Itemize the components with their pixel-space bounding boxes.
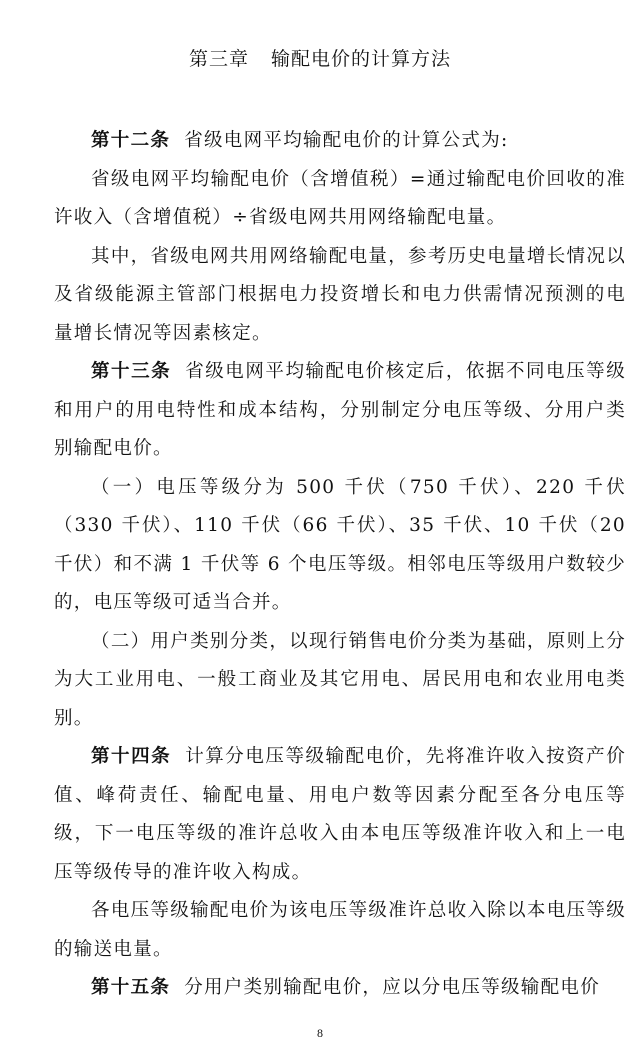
article-label: 第十二条 — [91, 130, 171, 151]
article-label: 第十三条 — [91, 361, 172, 382]
article-12-paragraph — [54, 122, 626, 161]
voltage-levels-paragraph — [54, 469, 626, 623]
article-label: 第十五条 — [91, 977, 171, 998]
paragraph-text: 分用户类别输配电价，应以分电压等级输配电价 — [184, 977, 601, 998]
paragraph-text: （一）电压等级分为 500 千伏（750 千伏）、220 千伏（330 千伏）、110 千伏（66 千伏）、35 千伏、10 千伏（20 千伏）和不满 1 千伏等 6 个电压等级。相邻电压等级用户数较少的，电压等级可适当合并。 — [54, 476, 626, 613]
paragraph-text: 其中，省级电网共用网络输配电量，参考历史电量增长情况以及省级能源主管部门根据电力投资增长和电力供需情况预测的电量增长情况等因素核定。 — [54, 245, 626, 344]
article-15-paragraph — [54, 969, 626, 1008]
paragraph-text: 省级电网平均输配电价核定后，依据不同电压等级和用户的用电特性和成本结构，分别制定分电压等级、分用户类别输配电价。 — [54, 361, 627, 459]
paragraph-text: 各电压等级输配电价为该电压等级准许总收入除以本电压等级的输送电量。 — [54, 900, 626, 960]
paragraph-text: 省级电网平均输配电价（含增值税）=通过输配电价回收的准许收入（含增值税）÷省级电网共用网络输配电量。 — [54, 168, 626, 228]
article-14-paragraph — [54, 738, 626, 892]
paragraph-text: （二）用户类别分类，以现行销售电价分类为基础，原则上分为大工业用电、一般工商业及其它用电、居民用电和农业用电类别。 — [54, 630, 626, 729]
article-label: 第十四条 — [91, 746, 172, 767]
chapter-heading — [0, 44, 640, 71]
electricity-volume-paragraph — [54, 238, 626, 354]
user-categories-paragraph — [54, 623, 626, 739]
paragraph-text: 省级电网平均输配电价的计算公式为: — [184, 130, 509, 151]
article-13-paragraph — [54, 353, 626, 469]
chapter-title: 输配电价的计算方法 — [271, 48, 452, 70]
voltage-price-paragraph — [54, 892, 626, 969]
chapter-number: 第三章 — [188, 48, 249, 70]
paragraph-text: 计算分电压等级输配电价，先将准许收入按资产价值、峰荷责任、输配电量、用电户数等因素分配至各分电压等级，下一电压等级的准许总收入由本电压等级准许收入和上一电压等级传导的准许收入构成。 — [54, 746, 627, 883]
page-number: 8 — [317, 1026, 323, 1040]
formula-paragraph — [54, 161, 626, 238]
document-body — [54, 122, 626, 1008]
